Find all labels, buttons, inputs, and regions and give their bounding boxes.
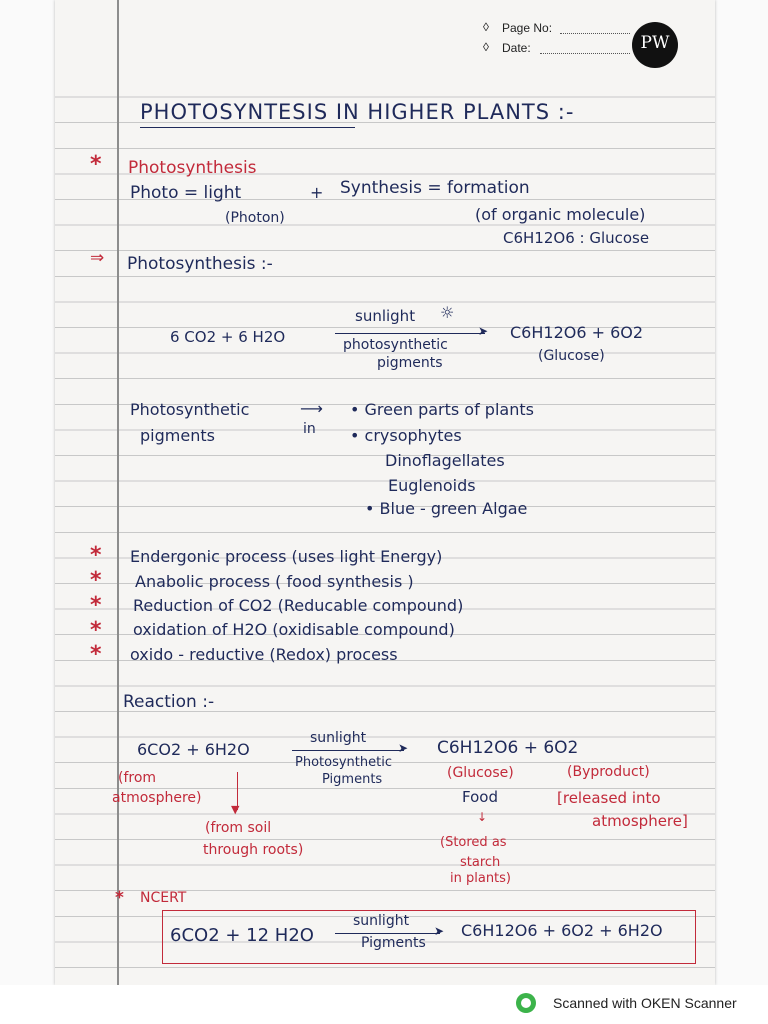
pw-logo [632,22,678,68]
diamond-icon: ◊ [483,20,489,34]
stored-label-3: in plants) [450,871,511,886]
feature-item: oxidation of H2O (oxidisable compound) [133,620,455,639]
in-label: in [303,421,316,437]
star-icon: * [115,888,124,908]
star-icon: * [90,593,102,618]
plus-sign: + [310,183,324,202]
page-no-label: Page No: [502,21,553,35]
notebook-page [55,0,715,985]
byproduct-label: (Byproduct) [567,764,650,780]
date-field [540,53,630,54]
equation-left: 6 CO2 + 6 H2O [170,328,286,346]
reaction-below-arrow-2: Pigments [322,772,383,787]
feature-item: Reduction of CO2 (Reducable compound) [133,596,464,615]
star-icon: * [90,618,102,643]
page-title: PHOTOSYNTESIS IN HIGHER PLANTS :- [140,100,575,124]
released-label-2: atmosphere] [592,812,688,830]
ncert-below-arrow: Pigments [361,935,426,951]
ncert-right: C6H12O6 + 6O2 + 6H2O [461,921,663,940]
sun-icon: ☼ [440,303,455,322]
from-atmosphere-2: atmosphere) [112,790,202,806]
ncert-left: 6CO2 + 12 H2O [170,925,314,946]
from-soil-2: through roots) [203,842,304,858]
organic-note: (of organic molecule) [475,205,646,224]
reaction-arrow [335,333,485,334]
date-label: Date: [502,41,531,55]
star-icon: * [90,642,102,667]
pigment-item: • Green parts of plants [350,400,534,419]
equation-below-arrow-2: pigments [377,355,443,371]
reaction-arrow [292,750,404,751]
food-label: Food [462,788,498,806]
pigments-label-2: pigments [140,426,215,445]
pigment-item: Euglenoids [388,476,476,495]
pigment-item: Dinoflagellates [385,451,505,470]
pigment-item: • crysophytes [350,426,462,445]
from-soil-1: (from soil [205,820,272,836]
equation-below-arrow-1: photosynthetic [343,337,448,353]
released-label-1: [released into [557,789,661,807]
oken-logo-icon [516,993,536,1013]
feature-item: Endergonic process (uses light Energy) [130,547,443,566]
glucose-label: (Glucose) [447,765,514,781]
photo-definition: Photo = light [130,183,242,203]
arrow-head-icon: ➤ [398,741,409,755]
star-icon: * [90,543,102,568]
equation-right: C6H12O6 + 6O2 [510,323,644,342]
margin-line [117,0,119,985]
page-no-field [560,33,630,34]
title-underline [140,127,355,128]
synthesis-definition: Synthesis = formation [340,178,530,198]
star-icon: * [90,152,102,177]
photon-note: (Photon) [225,210,285,226]
pw-logo-text: PW [640,33,670,53]
reaction-below-arrow-1: Photosynthetic [295,755,392,770]
glucose-note: (Glucose) [538,348,605,364]
down-arrow-icon: ↓ [477,810,488,824]
pigments-label-1: Photosynthetic [130,400,250,419]
stored-label-1: (Stored as [440,835,507,850]
feature-item: oxido - reductive (Redox) process [130,645,398,664]
reaction-left: 6CO2 + 6H2O [137,740,250,759]
arrow-head-icon: ➤ [478,324,489,338]
arrow-head-icon: ➤ [434,924,445,938]
feature-item: Anabolic process ( food synthesis ) [135,572,414,591]
right-arrow-icon: ⟶ [300,399,323,418]
ncert-above-arrow: sunlight [353,913,410,929]
equation-above-arrow: sunlight [355,307,416,325]
down-arrow-icon: ▼ [231,803,240,816]
reaction-heading: Reaction :- [123,692,215,712]
reaction-above-arrow: sunlight [310,730,367,746]
scanner-text: Scanned with OKEN Scanner [553,995,737,1011]
stored-label-2: starch [460,855,501,870]
pigment-item: • Blue - green Algae [365,499,528,518]
ncert-box [162,910,696,964]
equation-heading: Photosynthesis :- [127,254,273,274]
star-icon: * [90,568,102,593]
reaction-right: C6H12O6 + 6O2 [437,738,579,758]
ncert-arrow [335,933,440,934]
ncert-heading: NCERT [140,890,187,906]
diamond-icon: ◊ [483,40,489,54]
glucose-formula: C6H12O6 : Glucose [503,229,650,247]
scanner-footer [0,985,768,1024]
arrow-icon: ⇒ [90,248,105,268]
page-header-area [55,0,715,72]
photosynthesis-heading: Photosynthesis [128,158,257,178]
from-atmosphere-1: (from [118,770,157,786]
